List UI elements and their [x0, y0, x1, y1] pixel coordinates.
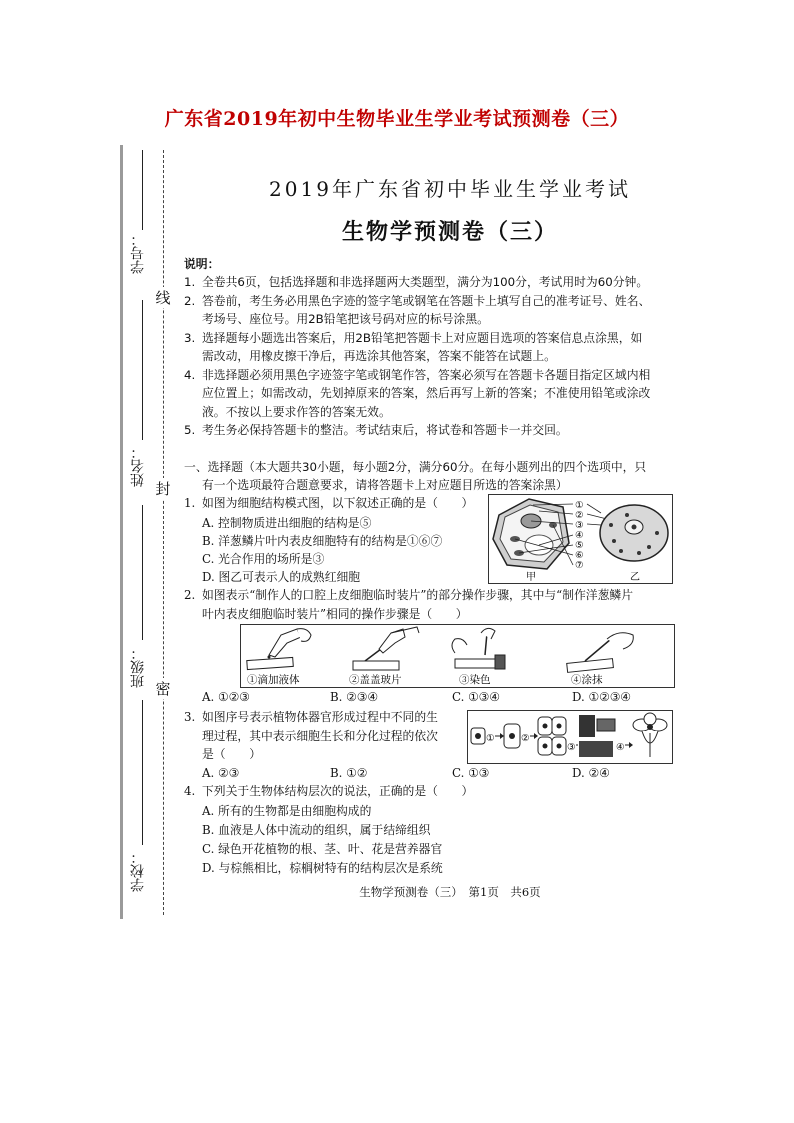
fig-label: ②	[575, 510, 584, 521]
note-3: 3. 选择题每小题选出答案后，用2B铅笔把答题卡上对应题目选项的答案信息点涂黑，如 需改动，用橡皮擦干净后，再选涂其他答案，答案不能答在试题上。	[184, 331, 643, 364]
q4-option-c: C. 绿色开花植物的根、茎、叶、花是营养器官	[202, 842, 443, 856]
exam-title: 2019年广东省初中毕业生学业考试	[269, 177, 631, 201]
process-label: ④	[616, 742, 625, 753]
q2-option-d: D. ①②③④	[572, 690, 631, 704]
q4-option-d: D. 与棕熊相比，棕榈树特有的结构层次是系统	[202, 861, 443, 875]
step-caption-2: ②盖盖玻片	[349, 674, 402, 686]
dropper-slide-icon	[247, 629, 311, 670]
step-caption-1: ①滴加液体	[247, 674, 300, 686]
stain-icon	[452, 628, 505, 669]
q2-option-b: B. ②③④	[330, 690, 378, 704]
student-id-label: 学号：	[130, 232, 146, 274]
q3-option-d: D. ②④	[572, 766, 610, 780]
smear-icon	[567, 633, 634, 673]
flower-icon	[633, 713, 667, 757]
school-blank	[142, 700, 143, 845]
q3-option-a: A. ②③	[202, 766, 240, 780]
name-blank	[142, 300, 143, 440]
q1-cell-figure	[488, 494, 673, 584]
paper-title: 生物学预测卷（三）	[341, 219, 558, 245]
class-blank	[142, 505, 143, 640]
coverslip-icon	[353, 627, 419, 670]
q2-steps-figure	[240, 624, 675, 688]
fig-label: ③	[575, 520, 584, 531]
name-label: 姓名：	[130, 445, 146, 487]
class-label: 班级：	[130, 646, 146, 688]
school-label: 学校：	[130, 850, 146, 892]
step-caption-3: ③染色	[459, 674, 491, 686]
seal-char-line: 线	[150, 287, 176, 308]
q2-option-a: A. ①②③	[202, 690, 250, 704]
question-2-stem: 2. 如图表示“制作人的口腔上皮细胞临时装片”的部分操作步骤，其中与“制作洋葱鳞片 叶内表皮细胞临时装片”相同的操作步骤是（ ）	[184, 588, 633, 621]
note-4: 4. 非选择题必须用黑色字迹签字笔或钢笔作答，答案必须写在答题卡各题目指定区域内相 应位置上；如需改动，先划掉原来的答案，然后再写上新的答案；不准使用铅笔或涂改 液。不按以上要求作答的答案无效。	[184, 368, 651, 419]
student-id-blank	[142, 150, 143, 230]
fig-caption-yi: 乙	[630, 572, 640, 583]
process-label: ②	[521, 733, 530, 744]
q1-option-d: D. 图乙可表示人的成熟红细胞	[202, 570, 361, 584]
seal-char-seal: 封	[150, 478, 176, 499]
q3-option-c: C. ①③	[452, 766, 490, 780]
seal-char-secret: 密	[150, 678, 176, 699]
fig-label: ④	[575, 530, 584, 541]
cell-diagram	[489, 495, 672, 583]
question-3-stem: 3. 如图序号表示植物体器官形成过程中不同的生 理过程，其中表示细胞生长和分化过程的依次 是（ ）	[184, 710, 438, 761]
seal-line	[163, 150, 164, 915]
fig-caption-jia: 甲	[526, 572, 536, 583]
question-1-stem: 1. 如图为细胞结构模式图，以下叙述正确的是（ ）	[184, 496, 474, 510]
fig-label: ⑦	[575, 560, 584, 571]
section-heading: 一、选择题（本大题共30小题，每小题2分，满分60分。在每小题列出的四个选项中，只 有一个选项最符合题意要求，请将答题卡上对应题目所选的答案涂黑）	[184, 460, 647, 493]
process-label: ③	[567, 742, 576, 753]
fig-label: ⑤	[575, 540, 584, 551]
q2-option-c: C. ①③④	[452, 690, 500, 704]
page-footer: 生物学预测卷（三） 第1页 共6页	[359, 885, 541, 899]
process-label: ①	[486, 733, 495, 744]
q4-option-a: A. 所有的生物都是由细胞构成的	[202, 804, 372, 818]
q4-option-b: B. 血液是人体中流动的组织，属于结缔组织	[202, 823, 431, 837]
note-5: 5. 考生务必保持答题卡的整洁。考试结束后，将试卷和答题卡一并交回。	[184, 423, 568, 437]
fig-label: ①	[575, 500, 584, 511]
q3-development-figure	[467, 710, 673, 764]
note-1: 1. 全卷共6页，包括选择题和非选择题两大类题型，满分为100分，考试用时为60分钟。	[184, 275, 649, 289]
notes-heading: 说明：	[184, 257, 220, 271]
q1-option-a: A. 控制物质进出细胞的结构是⑤	[202, 516, 372, 530]
step-caption-4: ④涂抹	[571, 674, 603, 686]
question-4-stem: 4. 下列关于生物体结构层次的说法，正确的是（ ）	[184, 784, 474, 798]
page-edge	[120, 145, 123, 919]
q1-option-c: C. 光合作用的场所是③	[202, 552, 325, 566]
document-title: 广东省2019年初中生物毕业生学业考试预测卷（三）	[164, 108, 630, 130]
q1-option-b: B. 洋葱鳞片叶内表皮细胞特有的结构是①⑥⑦	[202, 534, 443, 548]
q3-option-b: B. ①②	[330, 766, 368, 780]
note-2: 2. 答卷前，考生务必用黑色字迹的签字笔或钢笔在答题卡上填写自己的准考证号、姓名、 考场号、座位号。用2B铅笔把该号码对应的标号涂黑。	[184, 294, 651, 327]
fig-label: ⑥	[575, 550, 584, 561]
